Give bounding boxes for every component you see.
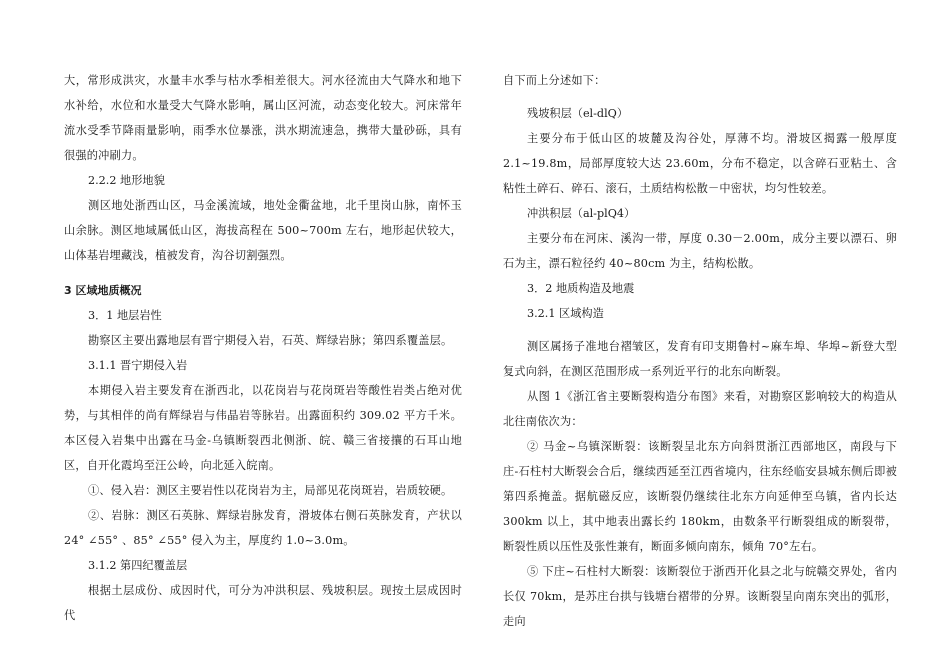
section-heading-3-1-2: 3.1.2 第四纪覆盖层 bbox=[88, 559, 188, 572]
section-heading-3-2-1: 3.2.1 区域构造 bbox=[527, 307, 604, 320]
paragraph: ② 马金~乌镇深断裂：该断裂呈北东方向斜贯浙江西部地区，南段与下庄-石柱村大断裂会合后，继续西延至江西省境内，往东经临安县城东侧后即被第四系掩盖。据航磁反应，该断裂仍继续往北东方向延伸至乌镇，省内长达 300km 以上，其中地表出露长约 180km，由数条平行断裂组成的断裂带，断裂性质以压性及张性兼有，断面多倾向南东，倾角 70°左右。 bbox=[503, 440, 897, 553]
section-heading-2-2-2: 2.2.2 地形地貌 bbox=[88, 174, 165, 187]
paragraph: 从图 1《浙江省主要断裂构造分布图》来看，对勘察区影响较大的构造从北往南依次为： bbox=[503, 390, 897, 428]
section-heading-3-2: 3．2 地质构造及地震 bbox=[527, 282, 635, 295]
paragraph: 本期侵入岩主要发育在浙西北，以花岗岩与花岗斑岩等酸性岩类占绝对优势，与其相伴的尚有辉绿岩与伟晶岩等脉岩。出露面积约 309.02 平方千米。本区侵入岩集中出露在马金-乌镇断裂西北侧浙、皖、赣三省接攘的石耳山地区，自开化霞坞至汪公岭，向北延入皖南。 bbox=[64, 384, 462, 472]
paragraph: 测区属扬子准地台褶皱区，发育有印支期鲁村~麻车埠、华埠~新登大型复式向斜，在测区范围形成一系列近平行的北东向断裂。 bbox=[503, 340, 897, 378]
paragraph: 自下而上分述如下： bbox=[503, 74, 606, 87]
chapter-heading-3: 3 区域地质概况 bbox=[64, 284, 142, 297]
section-heading-3-1: 3．1 地层岩性 bbox=[88, 309, 162, 322]
paragraph: 勘察区主要出露地层有晋宁期侵入岩，石英、辉绿岩脉；第四系覆盖层。 bbox=[88, 334, 453, 347]
paragraph: 主要分布在河床、溪沟一带，厚度 0.30－2.00m，成分主要以漂石、卵石为主，漂石粒径约 40~80cm 为主，结构松散。 bbox=[503, 232, 897, 270]
right-column bbox=[503, 68, 897, 634]
paragraph: ⑤ 下庄~石柱村大断裂：该断裂位于浙西开化县之北与皖赣交界处，省内长仅 70km，是苏庄台拱与钱塘台褶带的分界。该断裂呈向南东突出的弧形，走向 bbox=[503, 565, 897, 628]
subheading-alluvial-layer: 冲洪积层（al-plQ4） bbox=[527, 207, 636, 220]
paragraph: ②、岩脉：测区石英脉、辉绿岩脉发育，滑坡体右侧石英脉发育，产状以 24° ∠55° 、85° ∠55° 侵入为主，厚度约 1.0~3.0m。 bbox=[64, 509, 462, 547]
left-column bbox=[64, 68, 462, 628]
paragraph: 测区地处浙西山区，马金溪流域，地处金衢盆地，北千里岗山脉，南怀玉山余脉。测区地域属低山区，海拔高程在 500~700m 左右，地形起伏较大，山体基岩埋藏浅，植被发育，沟谷切割强烈。 bbox=[64, 199, 462, 262]
paragraph: ①、侵入岩：测区主要岩性以花岗岩为主，局部见花岗斑岩，岩质较硬。 bbox=[88, 484, 453, 497]
subheading-residual-layer: 残坡积层（el-dlQ） bbox=[527, 107, 629, 120]
paragraph: 主要分布于低山区的坡麓及沟谷处，厚薄不均。滑坡区揭露一般厚度 2.1~19.8m，局部厚度较大达 23.60m，分布不稳定，以含碎石亚粘土、含粘性土碎石、碎石、滚石，土质结构松散－中密状，均匀性较差。 bbox=[503, 132, 897, 195]
paragraph: 大，常形成洪灾，水量丰水季与枯水季相差很大。河水径流由大气降水和地下水补给，水位和水量受大气降水影响，属山区河流，动态变化较大。河床常年流水受季节降雨量影响，雨季水位暴涨，洪水期流速急，携带大量砂砾，具有很强的冲刷力。 bbox=[64, 74, 462, 162]
paragraph: 根据土层成份、成因时代，可分为冲洪积层、残坡积层。现按土层成因时代 bbox=[64, 584, 462, 622]
section-heading-3-1-1: 3.1.1 晋宁期侵入岩 bbox=[88, 359, 188, 372]
